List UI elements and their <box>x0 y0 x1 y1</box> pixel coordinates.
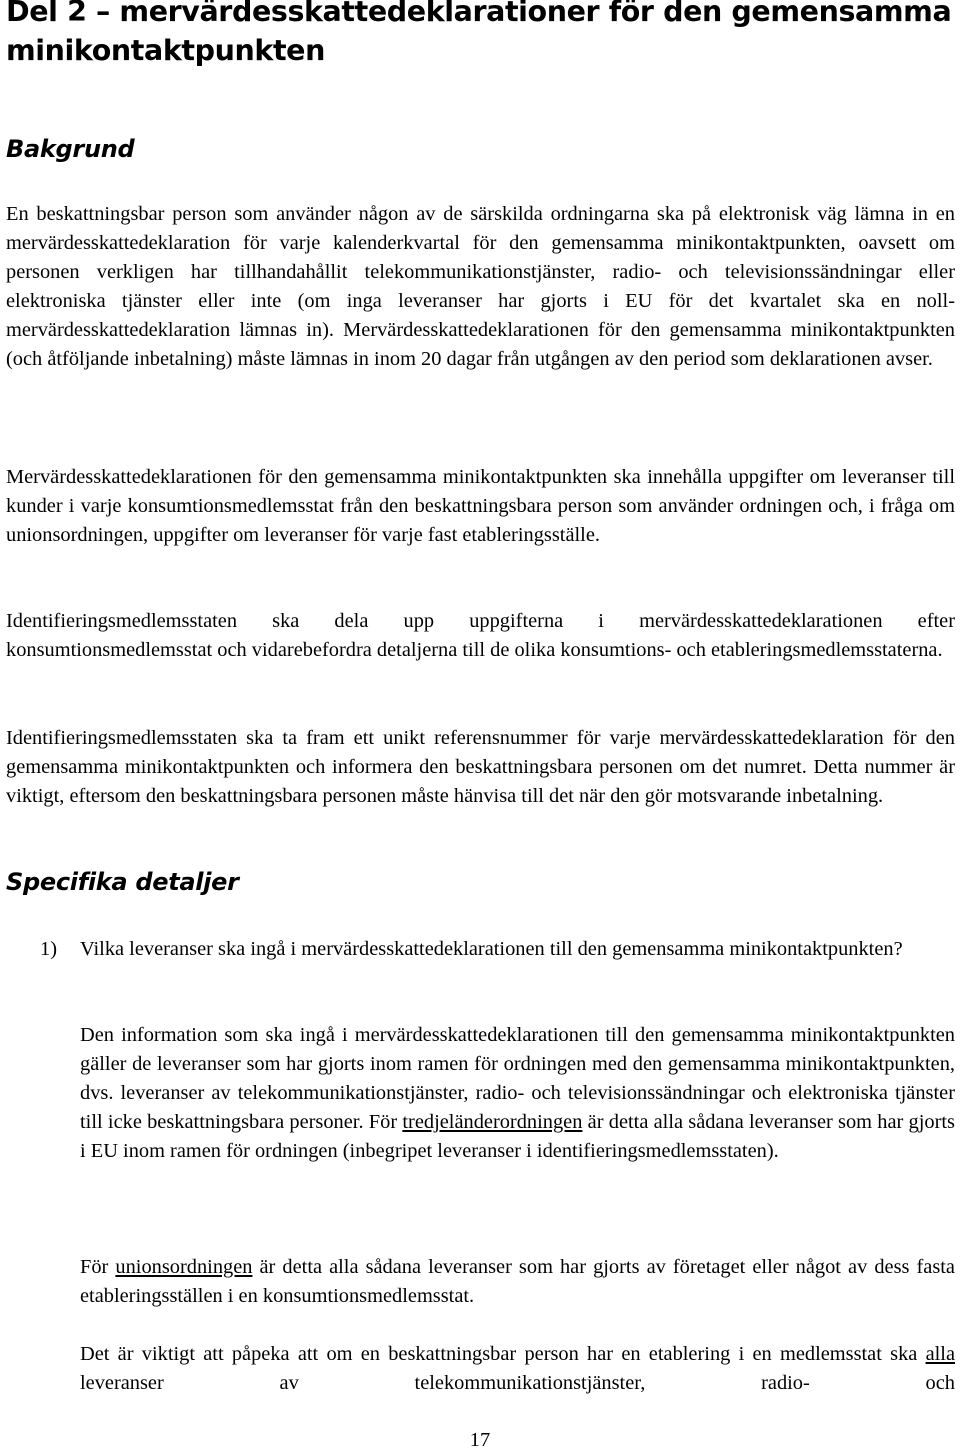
paragraph-background-2: Mervärdesskattedeklarationen för den gemensamma minikontaktpunkten ska innehålla uppgifter om leveranser till kunder i varje konsumtionsmedlemsstat från den beskattningsbara person som använder ordningen och, i fråga om unionsordningen, uppgifter om leveranser för varje fast etableringsställe. <box>6 466 955 546</box>
paragraph-answer-2 <box>80 1253 955 1311</box>
answer-1-text: Den information som ska ingå i mervärdesskattedeklarationen till den gemensamma minikontaktpunkten gäller de leveranser som har gjorts inom ramen för ordningen med den gemensamma minikontaktpunkten, dvs. leveranser av telekommunikationstjänster, radio- och televisionssändningar och elektroniska tjänster till icke beskattningsbara personer. För <box>80 1024 955 1133</box>
paragraph-answer-3 <box>80 1340 955 1398</box>
paragraph-background-1: En beskattningsbar person som använder någon av de särskilda ordningarna ska på elektronisk väg lämna in en mervärdesskattedeklaration för varje kalenderkvartal för den gemensamma minikontaktpunkten, oavsett om personen verkligen har tillhandahållit telekommunikationstjänster, radio- och televisionssändningar eller elektroniska tjänster eller inte (om inga leveranser har gjorts i EU för det kvartalet ska en noll-mervärdesskattedeklaration lämnas in). Mervärdesskattedeklarationen för den gemensamma minikontaktpunkten (och åtföljande inbetalning) måste lämnas in inom 20 dagar från utgången av den period som deklarationen avser. <box>6 203 955 370</box>
link-alla: alla <box>925 1343 955 1365</box>
answer-3-text-cont: leveranser av telekommunikationstjänster, radio- och <box>80 1372 955 1394</box>
answer-2-text: För <box>80 1256 116 1278</box>
list-text: Vilka leveranser ska ingå i mervärdesskattedeklarationen till den gemensamma minikontaktpunkten? <box>80 938 903 960</box>
paragraph-answer-1 <box>80 1021 955 1166</box>
section-heading-specific: Specifika detaljer <box>6 868 239 896</box>
link-tredjelanderordningen: tredjeländerordningen <box>402 1111 583 1133</box>
answer-3-text: Det är viktigt att påpeka att om en beskattningsbar person har en etablering i en medlemsstat ska <box>80 1343 926 1365</box>
answer-1-text-cont: är detta alla sådana leveranser som har gjorts i EU inom ramen för ordningen (inbegripet leveranser i identifieringsmedlemsstaten). <box>80 1111 955 1162</box>
page-number: 17 <box>469 1429 491 1451</box>
page-title: Del 2 – mervärdesskattedeklarationer för den gemensamma minikontaktpunkten <box>6 0 952 67</box>
list-number: 1) <box>40 938 57 960</box>
link-unionsordningen: unionsordningen <box>115 1256 253 1278</box>
paragraph-background-4: Identifieringsmedlemsstaten ska ta fram ett unikt referensnummer för varje mervärdesskattedeklaration för den gemensamma minikontaktpunkten och informera den beskattningsbara personen om det numret. Detta nummer är viktigt, eftersom den beskattningsbara personen måste hänvisa till det när den gör motsvarande inbetalning. <box>6 727 955 807</box>
paragraph-background-3: Identifieringsmedlemsstaten ska dela upp uppgifterna i mervärdesskattedeklarationen efter konsumtionsmedlemsstat och vidarebefordra detaljerna till de olika konsumtions- och etableringsmedlemsstaterna. <box>6 610 955 661</box>
section-heading-background: Bakgrund <box>6 135 135 163</box>
answer-2-text-cont: är detta alla sådana leveranser som har gjorts av företaget eller något av dess fasta etableringsställen i en konsumtionsmedlemsstat. <box>80 1256 955 1307</box>
